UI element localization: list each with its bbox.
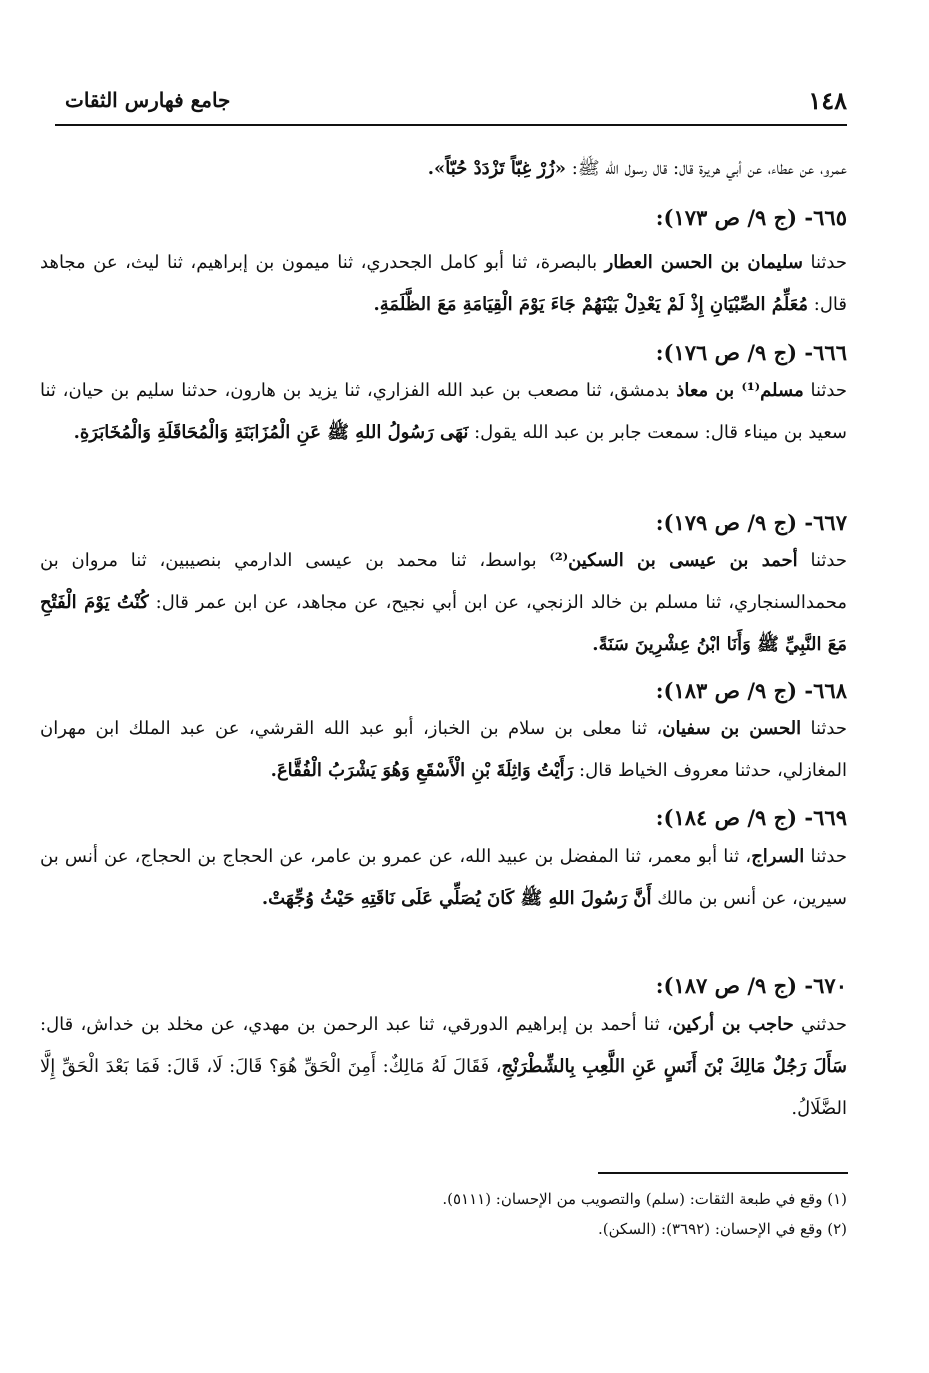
narrator-name: أحمد بن عيسى بن السكين⁽²⁾ — [549, 550, 798, 571]
entry-heading: ٦٦٧- (ج ٩/ ص ١٧٩): — [655, 510, 847, 535]
entry-intro: حدثني — [793, 1014, 847, 1035]
footnote: (٢) وقع في الإحسان: (٣٦٩٢): (السكن). — [598, 1220, 847, 1238]
narrator-name: مسلم⁽¹⁾ بن معاذ — [676, 380, 804, 401]
opening-paragraph — [40, 148, 847, 190]
narrator-name: الحسن بن سفيان — [662, 718, 802, 739]
matn-quote: نَهَى رَسُولُ اللهِ ﷺ عَنِ الْمُزَابَنَةِ وَالْمُحَاقَلَةِ وَالْمُخَابَرَةِ. — [73, 422, 469, 443]
header-divider — [55, 124, 847, 126]
narrator-name: حاجب بن أركين — [672, 1014, 794, 1035]
isnad-text: بدمشق، ثنا مصعب بن عبد الله الفزاري، ثنا يزيد بن هارون، حدثنا سليم بن حيان، ثنا سعيد بن ميناء قال: سمعت جابر بن عبد الله يقول: — [40, 380, 847, 443]
entry-body — [40, 836, 847, 920]
footnote-divider — [598, 1172, 848, 1174]
matn-quote: أَنَّ رَسُولَ اللهِ ﷺ كَانَ يُصَلِّي عَلَى نَاقَتِهِ حَيْثُ وُجِّهَتْ. — [261, 888, 652, 909]
entry-intro: حدثنا — [802, 252, 847, 273]
narrator-name: سليمان بن الحسن العطار — [604, 252, 803, 273]
matn-quote: مُعَلِّمُ الصِّبْيَانِ إِذْ لَمْ يَعْدِلْ بَيْنَهُمْ جَاءَ يَوْمَ الْقِيَامَةِ مَعَ الظَّلَمَةِ. — [373, 294, 809, 315]
entry-intro: حدثنا — [803, 380, 847, 401]
entry-heading: ٦٦٨- (ج ٩/ ص ١٨٣): — [655, 678, 847, 703]
isnad-text: بالبصرة، ثنا أبو كامل الجحدري، ثنا ميمون بن إبراهيم، ثنا ليث، عن مجاهد قال: — [40, 252, 847, 315]
isnad-text: ، ثنا أحمد بن إبراهيم الدورقي، ثنا عبد الرحمن بن مهدي، عن مخلد بن خداش، قال: — [40, 1014, 673, 1035]
entry-heading: ٦٧٠- (ج ٩/ ص ١٨٧): — [655, 973, 847, 998]
matn-tail: ، فَقَالَ لَهُ مَالِكٌ: أَمِنَ الْحَقِّ هُوَ؟ قَالَ: لَا، قَالَ: فَمَا بَعْدَ الْحَقِّ إِلَّا الضَّلَالُ. — [40, 1056, 847, 1119]
entry-body — [40, 242, 847, 326]
entry-body — [40, 1004, 847, 1130]
running-title: جامع فهارس الثقات — [65, 88, 231, 112]
entry-heading: ٦٦٥- (ج ٩/ ص ١٧٣): — [655, 205, 847, 230]
entry-intro: حدثنا — [801, 718, 847, 739]
entry-heading: ٦٦٩- (ج ٩/ ص ١٨٤): — [655, 805, 847, 830]
opening-quote: «زُرْ غِبّاً تَزْدَدْ حُبّاً». — [427, 158, 567, 179]
matn-quote: سَأَلَ رَجُلٌ مَالِكَ بْنَ أَنَسٍ عَنِ اللَّعِبِ بِالشِّطْرَنْجِ — [501, 1056, 847, 1077]
matn-quote: كُنْتُ يَوْمَ الْفَتْحِ مَعَ النَّبِيِّ ﷺ وَأَنَا ابْنُ عِشْرِينَ سَنَةً. — [40, 592, 847, 655]
entry-body — [40, 540, 847, 666]
entry-heading: ٦٦٦- (ج ٩/ ص ١٧٦): — [655, 340, 847, 365]
page-number: ١٤٨ — [808, 86, 847, 115]
entry-intro: حدثنا — [797, 550, 847, 571]
entry-body — [40, 370, 847, 454]
entry-intro: حدثنا — [804, 846, 847, 867]
isnad-text: ، ثنا معلى بن سلام بن الخباز، أبو عبد الله القرشي، عن عبد الملك ابن مهران المغازلي، حدثنا معروف الخياط قال: — [40, 718, 847, 781]
footnote: (١) وقع في طبعة الثقات: (سلم) والتصويب من الإحسان: (٥١١١). — [442, 1190, 847, 1208]
page-header — [55, 86, 847, 122]
narrator-name: السراج — [751, 846, 805, 867]
matn-quote: رَأَيْتُ وَاثِلَةَ بْنِ الْأَسْقَعِ وَهُوَ يَشْرَبُ الْفُقَّاعَ. — [270, 760, 574, 781]
opening-text: عمرو، عن عطاء، عن أبي هريرة قال: قال رسول الله ﷺ: — [566, 158, 847, 179]
isnad-text: ، ثنا أبو معمر، ثنا المفضل بن عبيد الله، عن عمرو بن عامر، عن الحجاج بن الحجاج، عن أنس بن سيرين، عن أنس بن مالك — [40, 846, 847, 909]
entry-body — [40, 708, 847, 792]
isnad-text: بواسط، ثنا محمد بن عيسى الدارمي بنصيبين، ثنا مروان بن محمدالسنجاري، ثنا مسلم بن خالد الزنجي، عن ابن أبي نجيح، عن مجاهد، عن ابن عمر قال: — [40, 550, 847, 613]
